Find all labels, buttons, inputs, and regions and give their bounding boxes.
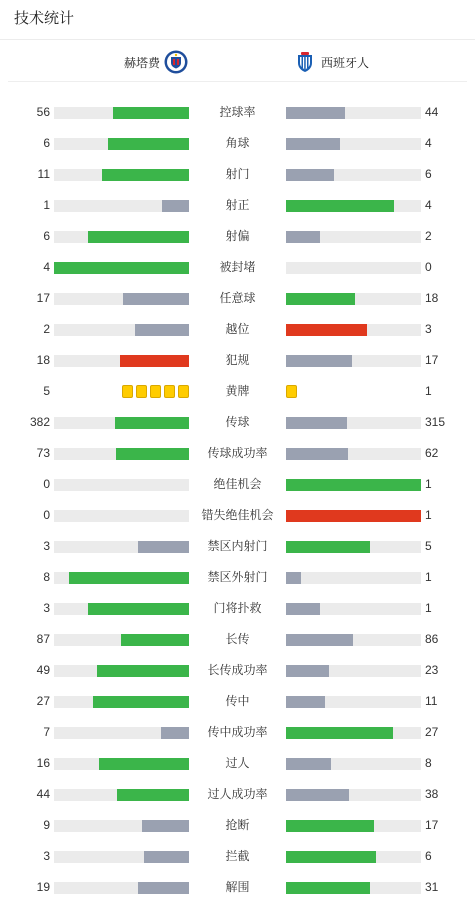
away-stat-bar-track <box>286 107 421 119</box>
away-stat-bar-track <box>286 541 421 553</box>
home-stat-bar <box>88 231 189 243</box>
home-stat-value: 6 <box>43 229 50 243</box>
away-stat-bar-track <box>286 820 421 832</box>
stat-row <box>0 624 475 655</box>
away-stat-bar <box>286 293 355 305</box>
stat-row <box>0 469 475 500</box>
home-stat-value: 16 <box>36 756 50 770</box>
home-stat-value: 4 <box>43 260 50 274</box>
home-stat-bar-track <box>54 696 189 708</box>
away-stat-value: 17 <box>425 818 439 832</box>
away-stat-bar-track <box>286 758 421 770</box>
away-stat-value: 18 <box>425 291 439 305</box>
home-stat-value: 8 <box>43 570 50 584</box>
stat-row <box>0 252 475 283</box>
home-stat-bar-track <box>54 572 189 584</box>
away-stat-bar <box>286 882 370 894</box>
stat-label: 射偏 <box>225 229 250 243</box>
home-stat-value: 56 <box>36 105 50 119</box>
home-stat-bar-track <box>54 665 189 677</box>
away-team-name: 西班牙人 <box>321 55 370 70</box>
home-stat-bar <box>138 882 189 894</box>
stat-row <box>0 345 475 376</box>
home-stat-value: 73 <box>36 446 50 460</box>
home-stat-bar-track <box>54 510 189 522</box>
home-stat-value: 18 <box>36 353 50 367</box>
home-stat-value: 6 <box>43 136 50 150</box>
stat-label: 射门 <box>225 167 250 181</box>
away-stat-value: 1 <box>425 384 432 398</box>
home-team[interactable] <box>124 50 188 74</box>
stat-label: 传中 <box>225 694 250 708</box>
stat-row <box>0 841 475 872</box>
away-stat-value: 11 <box>425 694 438 708</box>
home-stat-value: 2 <box>43 322 50 336</box>
away-stat-bar <box>286 138 340 150</box>
stat-row <box>0 407 475 438</box>
stat-label: 长传成功率 <box>207 663 268 677</box>
away-stat-bar-track <box>286 138 421 150</box>
stat-row <box>0 562 475 593</box>
away-stat-bar-track <box>286 262 421 274</box>
stat-label: 传球成功率 <box>207 446 268 460</box>
stat-label: 越位 <box>225 322 250 336</box>
home-stat-bar-track <box>54 293 189 305</box>
stat-row <box>0 376 475 407</box>
home-stat-value: 3 <box>43 601 50 615</box>
home-stat-bar-track <box>54 479 189 491</box>
espanyol-crest-icon <box>293 50 317 74</box>
away-stat-value: 44 <box>425 105 439 119</box>
stat-label: 过人成功率 <box>207 787 268 801</box>
home-stat-value: 27 <box>36 694 50 708</box>
away-stat-bar <box>286 696 325 708</box>
stat-row <box>0 221 475 252</box>
yellow-card-icon <box>150 385 161 398</box>
away-stat-bar-track <box>286 572 421 584</box>
home-stat-bar <box>102 169 189 181</box>
yellow-card-icon <box>286 385 297 398</box>
stat-label: 犯规 <box>225 353 250 367</box>
home-stat-value: 0 <box>43 477 50 491</box>
home-stat-bar-track <box>54 200 189 212</box>
home-stat-bar-track <box>54 789 189 801</box>
home-stat-bar-track <box>54 107 189 119</box>
away-stat-value: 8 <box>425 756 432 770</box>
getafe-crest-icon <box>164 50 188 74</box>
stat-label: 解围 <box>225 880 250 894</box>
away-stat-bar-track <box>286 665 421 677</box>
home-stat-value: 9 <box>43 818 50 832</box>
away-stat-bar-track <box>286 634 421 646</box>
away-stat-value: 31 <box>425 880 439 894</box>
away-stat-value: 2 <box>425 229 432 243</box>
away-stat-bar <box>286 665 329 677</box>
home-stat-bar <box>123 293 189 305</box>
home-stat-value: 7 <box>43 725 50 739</box>
home-stat-value: 0 <box>43 508 50 522</box>
home-stat-value: 382 <box>29 415 50 429</box>
home-stat-bar-track <box>54 727 189 739</box>
stat-label: 绝佳机会 <box>213 477 262 491</box>
away-stat-bar <box>286 107 345 119</box>
away-stat-bar-track <box>286 448 421 460</box>
home-stat-value: 1 <box>43 198 50 212</box>
yellow-card-icon <box>136 385 147 398</box>
stat-label: 门将扑救 <box>213 601 262 615</box>
away-stat-value: 62 <box>425 446 439 460</box>
home-stat-bar-track <box>54 355 189 367</box>
teams-header <box>8 40 467 82</box>
away-stat-bar <box>286 448 348 460</box>
home-stat-value: 87 <box>36 632 50 646</box>
away-stat-bar-track <box>286 789 421 801</box>
away-stat-bar-track <box>286 231 421 243</box>
stat-row <box>0 159 475 190</box>
away-stat-value: 4 <box>425 198 432 212</box>
away-stat-bar-track <box>286 696 421 708</box>
home-stat-bar <box>162 200 189 212</box>
stat-row <box>0 531 475 562</box>
away-stat-bar-track <box>286 479 421 491</box>
stat-label: 被封堵 <box>219 260 256 274</box>
away-stat-value: 1 <box>425 508 432 522</box>
stat-label: 控球率 <box>219 105 256 119</box>
home-stat-bar <box>120 355 189 367</box>
stat-row <box>0 810 475 841</box>
away-stat-bar <box>286 820 374 832</box>
home-stat-bar <box>117 789 189 801</box>
home-stat-bar-track <box>54 882 189 894</box>
home-stat-bar <box>93 696 189 708</box>
away-stat-value: 6 <box>425 849 432 863</box>
stat-row <box>0 500 475 531</box>
yellow-card-icon <box>178 385 189 398</box>
home-stat-bar <box>113 107 189 119</box>
away-stat-bar-track <box>286 882 421 894</box>
home-stat-bar <box>135 324 189 336</box>
home-stat-bar-track <box>54 603 189 615</box>
home-stat-bar <box>88 603 189 615</box>
home-stat-value: 49 <box>36 663 50 677</box>
stat-row <box>0 438 475 469</box>
away-stat-value: 27 <box>425 725 439 739</box>
home-stat-bar <box>144 851 189 863</box>
away-stat-bar <box>286 200 394 212</box>
home-stat-bar <box>138 541 189 553</box>
home-stat-bar-track <box>54 758 189 770</box>
home-stat-bar-track <box>54 324 189 336</box>
yellow-card-icon <box>164 385 175 398</box>
home-stat-bar-track <box>54 417 189 429</box>
home-stat-bar-track <box>54 169 189 181</box>
stat-label: 抢断 <box>225 818 250 832</box>
stat-label: 拦截 <box>225 849 250 863</box>
home-stat-value: 3 <box>43 539 50 553</box>
home-stat-bar <box>121 634 189 646</box>
stat-row <box>0 748 475 779</box>
stat-label: 过人 <box>225 756 250 770</box>
home-stat-bar <box>161 727 189 739</box>
away-stat-bar-track <box>286 417 421 429</box>
away-stat-value: 6 <box>425 167 432 181</box>
away-stat-bar-track <box>286 355 421 367</box>
home-stat-bar <box>97 665 189 677</box>
home-stat-bar-track <box>54 820 189 832</box>
home-stat-value: 5 <box>43 384 50 398</box>
stat-label: 禁区内射门 <box>207 539 268 553</box>
away-stat-bar-track <box>286 603 421 615</box>
stat-row <box>0 779 475 810</box>
away-stat-value: 315 <box>425 415 446 429</box>
away-stat-bar <box>286 510 421 522</box>
home-stat-value: 17 <box>36 291 50 305</box>
stat-row <box>0 655 475 686</box>
stat-row <box>0 593 475 624</box>
home-stat-bar-track <box>54 541 189 553</box>
away-stat-value: 1 <box>425 601 432 615</box>
stat-label: 禁区外射门 <box>207 570 268 584</box>
home-stat-bar-track <box>54 262 189 274</box>
away-stat-value: 0 <box>425 260 432 274</box>
stat-label: 长传 <box>225 632 250 646</box>
home-stat-value: 44 <box>36 787 50 801</box>
home-stat-bar-track <box>54 138 189 150</box>
away-stat-bar <box>286 634 353 646</box>
away-team[interactable] <box>293 50 369 74</box>
away-stat-bar <box>286 169 334 181</box>
home-stat-value: 19 <box>36 880 50 894</box>
away-stat-value: 4 <box>425 136 432 150</box>
away-stat-bar <box>286 417 347 429</box>
away-stat-value: 17 <box>425 353 439 367</box>
stat-label: 错失绝佳机会 <box>201 508 274 522</box>
stat-row <box>0 283 475 314</box>
stat-row <box>0 717 475 748</box>
away-stat-value: 3 <box>425 322 432 336</box>
home-stat-bar <box>99 758 189 770</box>
stat-label: 黄牌 <box>225 384 250 398</box>
yellow-card-icon <box>122 385 133 398</box>
away-stat-bar <box>286 851 376 863</box>
stat-label: 射正 <box>225 198 250 212</box>
away-stat-bar-track <box>286 851 421 863</box>
home-stat-bar <box>116 448 189 460</box>
away-stat-bar <box>286 324 367 336</box>
home-stat-bar-track <box>54 231 189 243</box>
home-stat-bar-track <box>54 448 189 460</box>
away-stat-value: 1 <box>425 477 432 491</box>
home-team-name: 赫塔费 <box>123 55 160 70</box>
home-stat-bar-track <box>54 634 189 646</box>
home-stat-bar <box>108 138 189 150</box>
stat-row <box>0 190 475 221</box>
away-stat-bar-track <box>286 200 421 212</box>
away-stat-bar <box>286 727 393 739</box>
away-stat-bar <box>286 603 320 615</box>
home-stat-bar <box>54 262 189 274</box>
away-stat-bar <box>286 758 331 770</box>
away-stat-value: 38 <box>425 787 439 801</box>
away-stat-value: 86 <box>425 632 439 646</box>
away-stat-bar <box>286 479 421 491</box>
away-stat-bar <box>286 355 352 367</box>
home-yellow-cards <box>122 385 189 398</box>
away-stat-bar <box>286 231 320 243</box>
away-stat-bar-track <box>286 510 421 522</box>
stat-row <box>0 686 475 717</box>
stat-row <box>0 128 475 159</box>
away-stat-bar <box>286 572 301 584</box>
away-stat-bar-track <box>286 727 421 739</box>
home-stat-value: 11 <box>37 167 50 181</box>
home-stat-bar <box>115 417 189 429</box>
away-stat-bar-track <box>286 293 421 305</box>
away-stat-value: 1 <box>425 570 432 584</box>
stat-label: 任意球 <box>219 291 256 305</box>
away-stat-value: 5 <box>425 539 432 553</box>
stat-row <box>0 314 475 345</box>
away-yellow-cards <box>286 385 297 398</box>
home-stat-value: 3 <box>43 849 50 863</box>
away-stat-bar-track <box>286 324 421 336</box>
home-stat-bar-track <box>54 851 189 863</box>
stat-label: 角球 <box>225 136 250 150</box>
home-stat-bar <box>142 820 189 832</box>
page-title: 技术统计 <box>0 0 475 40</box>
stat-row <box>0 97 475 128</box>
home-stat-bar <box>69 572 189 584</box>
stat-label: 传中成功率 <box>207 725 268 739</box>
away-stat-value: 23 <box>425 663 439 677</box>
stat-label: 传球 <box>225 415 250 429</box>
away-stat-bar <box>286 541 370 553</box>
away-stat-bar-track <box>286 169 421 181</box>
away-stat-bar <box>286 789 349 801</box>
